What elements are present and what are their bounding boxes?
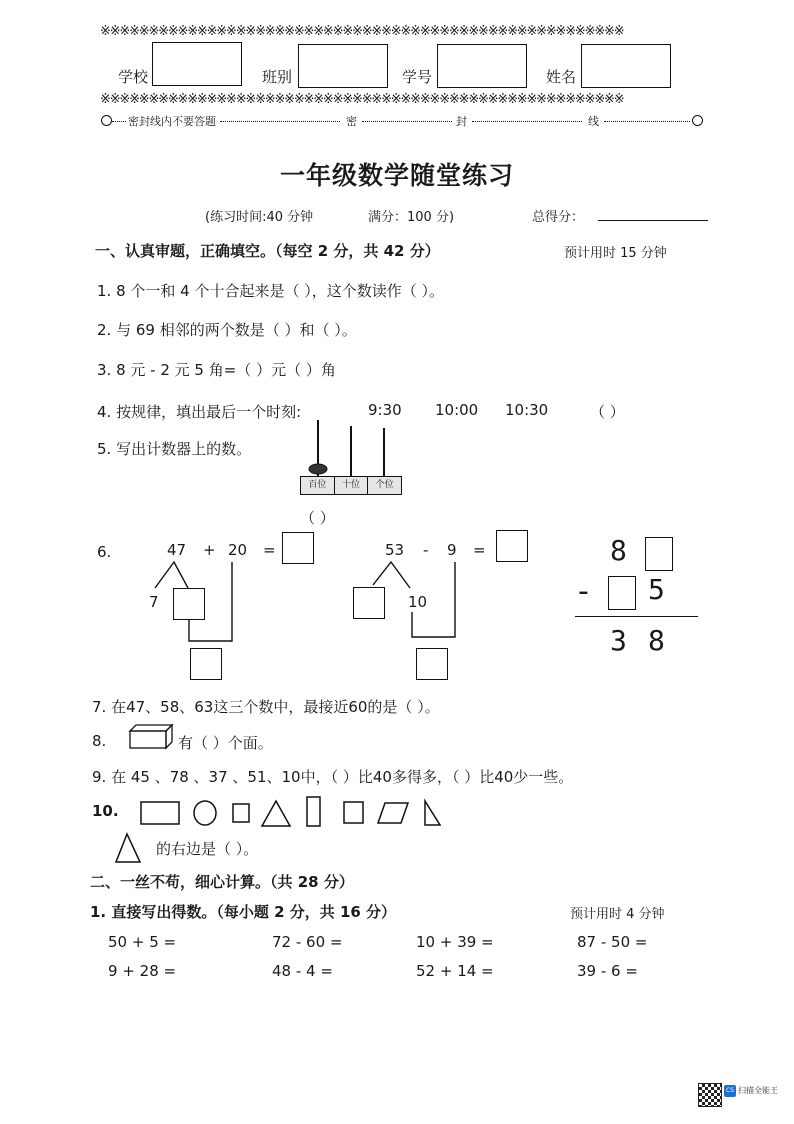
circle-shape: [194, 801, 216, 825]
question-3: 3. 8 元 - 2 元 5 角=（ ）元（ ）角: [97, 361, 336, 379]
abacus-label-tens: 十位: [335, 477, 369, 494]
abacus-label-hundreds: 百位: [301, 477, 335, 494]
calc-1: 50 + 5 =: [108, 933, 177, 951]
section2-estimate: 预计用时 4 分钟: [570, 907, 665, 922]
calc-8: 39 - 6 =: [577, 962, 638, 980]
calc-5: 9 + 28 =: [108, 962, 177, 980]
decorative-stars-bottom: ※※※※※※※※※※※※※※※※※※※※※※※※※※※※※※※※※※※※※※※※※※※※※※※※※※※※※※: [100, 93, 624, 107]
reference-triangle-icon: [116, 834, 140, 862]
student-number-label: 学号: [402, 68, 433, 86]
question-1: 1. 8 个一和 4 个十合起来是（ ），这个数读作（ ）。: [97, 282, 445, 300]
seal-word: 线: [588, 115, 599, 128]
total-score-label: 总得分：: [532, 210, 585, 225]
q6c-result-ones: 8: [648, 624, 665, 657]
question-5: 5. 写出计数器上的数。: [97, 440, 252, 458]
q6a-operand-1: 47: [167, 541, 187, 559]
small-square-shape: [233, 804, 249, 822]
square-shape: [344, 802, 363, 823]
section2-heading: 二、一丝不苟，细心计算。（共 28 分）: [90, 873, 354, 891]
q6b-operator: -: [423, 541, 429, 559]
q6a-equals: =: [263, 541, 276, 559]
question-4-label: 4. 按规律，填出最后一个时刻:: [97, 403, 302, 421]
question-8-label: 8.: [92, 732, 107, 750]
q6c-subtrahend-ones: 5: [648, 573, 665, 606]
q6c-minuend-tens: 8: [610, 534, 627, 567]
q6c-result-tens: 3: [610, 624, 627, 657]
q4-time-3: 10:30: [505, 401, 549, 419]
calc-2: 72 - 60 =: [272, 933, 343, 951]
question-9: 9. 在 45 、78 、37 、51、10中，（ ）比40多得多，（ ）比40少一些。: [92, 768, 574, 786]
exam-time: (练习时间:40 分钟: [205, 210, 314, 225]
q6a-split-number: 7: [149, 593, 159, 611]
question-8-text: 有（ ）个面。: [178, 734, 273, 752]
q6b-operand-2: 9: [447, 541, 457, 559]
tall-rectangle-shape: [307, 797, 320, 826]
decorative-stars-top: ※※※※※※※※※※※※※※※※※※※※※※※※※※※※※※※※※※※※※※※※※※※※※※※※※※※※※※: [100, 25, 624, 39]
school-label: 学校: [118, 68, 149, 86]
question-10-text: 的右边是（ ）。: [156, 840, 259, 858]
seal-word: 封: [456, 115, 467, 128]
q6b-split-number: 10: [408, 593, 428, 611]
abacus-label-ones: 个位: [375, 480, 394, 490]
section2-sub1: 1. 直接写出得数。（每小题 2 分，共 16 分）: [90, 903, 397, 921]
section1-estimate: 预计用时 15 分钟: [564, 246, 667, 261]
qr-code-icon: [698, 1083, 722, 1107]
parallelogram-shape: [378, 803, 408, 823]
q6b-operand-1: 53: [385, 541, 405, 559]
q4-time-2: 10:00: [435, 401, 479, 419]
seal-word: 密: [346, 115, 357, 128]
triangle-shape: [262, 801, 290, 826]
question-10-label: 10.: [92, 802, 119, 820]
seal-notice: 密封线内不要答题: [128, 115, 216, 128]
right-triangle-shape: [425, 801, 440, 825]
calc-3: 10 + 39 =: [416, 933, 494, 951]
question-6-label: 6.: [97, 543, 112, 561]
q4-answer-blank[interactable]: （ ）: [590, 403, 625, 421]
rectangle-shape: [141, 802, 179, 824]
page-title: 一年级数学随堂练习: [279, 161, 514, 190]
q6a-operator: +: [203, 541, 216, 559]
full-score: 满分：100 分): [368, 210, 455, 225]
q6c-minus-sign: -: [578, 574, 589, 609]
q6b-equals: =: [473, 541, 486, 559]
calc-6: 48 - 4 =: [272, 962, 333, 980]
question-2: 2. 与 69 相邻的两个数是（ ）和（ ）。: [97, 321, 357, 339]
scanner-badge-icon: CS: [724, 1085, 736, 1097]
scanner-brand: 扫描全能王: [738, 1086, 778, 1095]
name-label: 姓名: [546, 68, 577, 86]
q5-answer-blank[interactable]: （ ）: [300, 509, 335, 527]
q4-time-1: 9:30: [368, 401, 402, 419]
class-label: 班别: [262, 68, 293, 86]
section1-heading: 一、认真审题，正确填空。（每空 2 分，共 42 分）: [95, 242, 440, 260]
calc-4: 87 - 50 =: [577, 933, 648, 951]
question-7: 7. 在47、58、63这三个数中，最接近60的是（ ）。: [92, 698, 440, 716]
q6a-operand-2: 20: [228, 541, 248, 559]
calc-7: 52 + 14 =: [416, 962, 494, 980]
